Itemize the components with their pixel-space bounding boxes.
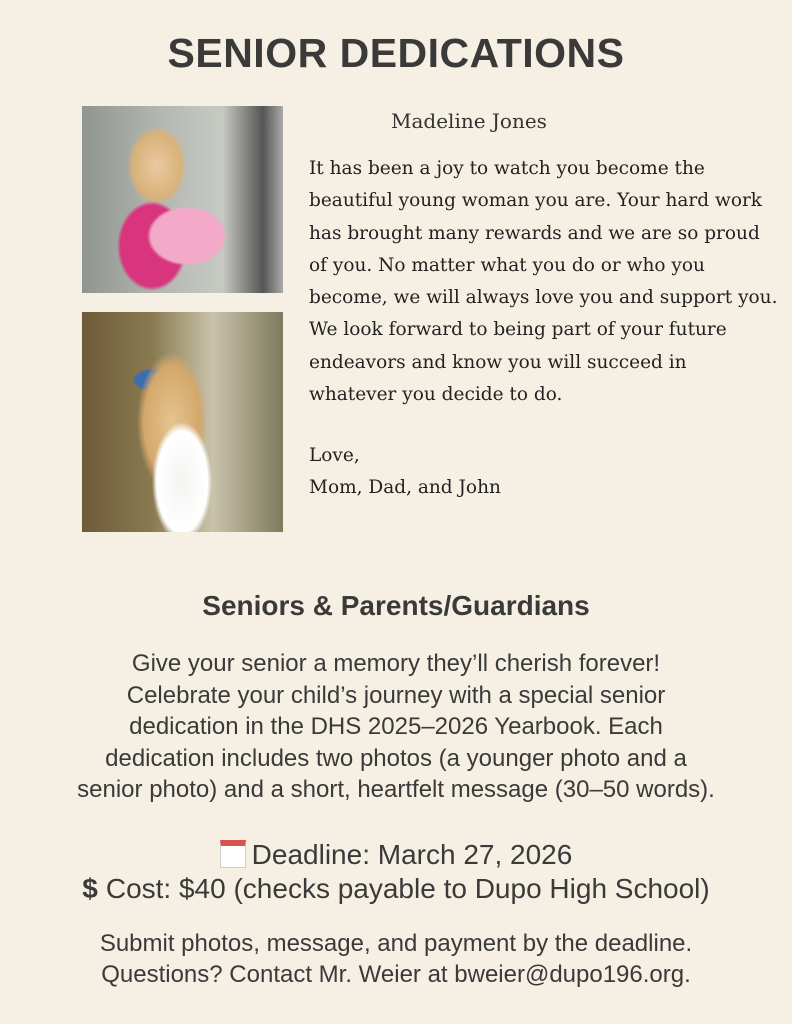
signature: Mom, Dad, and John bbox=[309, 477, 501, 499]
cost-text: Cost: $40 (checks payable to Dupo High School) bbox=[105, 873, 710, 904]
deadline-cost bbox=[0, 838, 792, 906]
page-title: SENIOR DEDICATIONS bbox=[167, 30, 625, 76]
dedication-signature bbox=[309, 440, 501, 505]
dollar-icon: $ bbox=[82, 873, 98, 904]
calendar-icon bbox=[220, 840, 246, 868]
info-line: Give your senior a memory they’ll cherish forever! bbox=[131, 650, 661, 677]
deadline-text: Deadline: March 27, 2026 bbox=[251, 839, 573, 870]
section-heading: Seniors & Parents/Guardians bbox=[202, 590, 590, 621]
footer-line: Questions? Contact Mr. Weier at bweier@dupo196.org. bbox=[101, 961, 691, 988]
info-line: dedication includes two photos (a younger photo and a bbox=[105, 744, 687, 772]
info-body bbox=[0, 648, 792, 806]
message-text: It has been a joy to watch you become the beautiful young woman you are. Your hard work has brought many rewards and we are so proud of you. No matter what you do or who you become, we will always love you and support you. We look forward to being part of your future endeavors and know you will succeed in whatever you decide to do. bbox=[309, 158, 778, 406]
senior-photo bbox=[82, 312, 283, 532]
dedication-message bbox=[309, 153, 779, 411]
info-line: senior photo) and a short, heartfelt message (30–50 words). bbox=[77, 776, 715, 803]
younger-photo bbox=[82, 106, 283, 293]
footer-line: Submit photos, message, and payment by the deadline. bbox=[99, 930, 693, 957]
senior-name: Madeline Jones bbox=[391, 109, 547, 133]
info-line: dedication in the DHS 2025–2026 Yearbook. Each bbox=[129, 713, 663, 740]
deadline-line bbox=[0, 838, 792, 872]
cost-line bbox=[0, 872, 792, 906]
closing: Love, bbox=[309, 445, 360, 466]
info-line: Celebrate your child’s journey with a special senior bbox=[126, 681, 666, 709]
footer bbox=[0, 928, 792, 990]
